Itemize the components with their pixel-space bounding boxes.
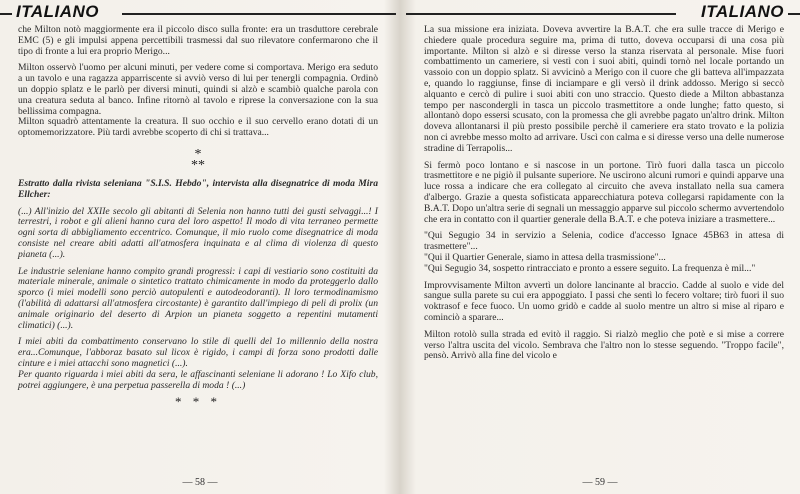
paragraph: Milton osservò l'uomo per alcuni minuti, per vedere come si comportava. Merigo era seduto a un tavolo e una ragazza apparriscente si avviò verso di lui per tenergli compagnia. Ordinò un doppio splatz e le parlò per diversi minuti, quindi si alzò e scambiò qualche parola con una creatura seduta al banco. Infine ritornò al tavolo e riprese la conversazione con la sua bellissima compagna. Milton squadrò attentamente la creatura. Il suo occhio e il suo cervello erano dotati di un optomemorizzatore. Più tardi avrebbe scoperto di chi si trattava... <box>18 62 378 139</box>
interview-quote: I miei abiti da combattimento conservano lo stile di quelli del 1o millennio della nostra era...Comunque, l'abboraz basato sul licox è rigido, i campi di forza sono prodotti dalle cinture e i miei attacchi sono magnetici (...). Per quanto riguarda i miei abiti da sera, le affascinanti seleniane li adorano ! Lo Xifo club, potrei aggiungere, è una perpetua passerella di moda ! (...) <box>18 336 378 391</box>
dialog-line: "Qui il Quartier Generale, siamo in attesa della trasmissione"... <box>424 251 666 263</box>
header-title: ITALIANO <box>16 2 100 21</box>
header-rule <box>788 13 800 15</box>
page-body-right <box>424 25 784 368</box>
paragraph: Improvvisamente Milton avvertì un dolore lancinante al braccio. Cadde al suolo e vide del sangue sulla parete su cui era appoggiato. I passi che sentì lo fecero voltare; tirò fuori il suo voktrasof e fece fuoco. Un uomo gridò e cadde al suolo mentre un altro si mise al riparo e cominciò a sparare... <box>424 279 784 323</box>
paragraph: Milton rotolò sulla strada ed evitò il raggio. Si rialzò meglio che potè e si mise a correre verso l'altra uscita del vicolo. Sembrava che l'altro non lo stesse seguendo. "Troppo facile", pensò. Arrivò alla fine del vicolo e <box>424 328 784 362</box>
dialog-block <box>424 231 784 274</box>
section-break-stars: * * * <box>175 394 221 410</box>
page-body-left <box>18 25 378 408</box>
header-rule <box>406 13 676 15</box>
paragraph: Si fermò poco lontano e si nascose in un portone. Tirò fuori dalla tasca un piccolo trasmettitore e ne pigiò il pulsante superiore. Ne uscirono alcuni rumori e quindi apparve una luce rossa a indicare che era collegato al circuito che aveva installato nella sua camera d'albergo. Grazie a questa sofisticata apparecchiatura poteva collegarsi rapidamente con la B.A.T. Dopo un'altra serie di segnali un messaggio apparve sul piccolo schermo avvertendolo che era in contatto con il quartier generale della B.A.T. e che poteva iniziare a trasmettere... <box>424 159 784 225</box>
dialog-line: "Qui Segugio 34 in servizio a Selenia, codice d'accesso Ignace 45B63 in attesa di trasmettere"... <box>424 230 784 253</box>
page-number: — 58 — <box>182 477 218 488</box>
header-title: ITALIANO <box>700 2 784 21</box>
interview-quote: (...) All'inizio del XXIIe secolo gli abitanti di Selenia non hanno tutti dei gusti selvaggi...! I terrestri, i robot e gli alieni hanno cura del loro aspetto! Il modo di vita terraneo permette ogni sorta di abbigliamento eccentrico. Comunque, il mio ruolo come disegnatrice di moda consiste nel creare abiti adatti all'atmosfera inquinata e al clima di violenza di questo pianeta (...). <box>18 205 378 260</box>
header-rule <box>122 13 396 15</box>
interview-quote: Le industrie seleniane hanno compito grandi progressi: i capi di vestiario sono costituiti da materiale minerale, animale o sintetico trattato chimicamente in modo da proteggerlo dallo sporco (i miei modelli sono perciò autopulenti e autodeodoranti). Il loro termodinamismo (l'abilità di adattarsi all'atmosfera circostante) è garantito dall'impiego di peli di prolix (un animale originario del deserto di Arpion un pianeta soggetto a repentini mutamenti climatici) (...). <box>18 265 378 331</box>
header-rule <box>0 13 12 15</box>
page-right <box>400 0 800 494</box>
dialog-line: "Qui Segugio 34, sospetto rintracciato e pronto a essere seguito. La frequenza è mil..." <box>424 262 756 274</box>
paragraph: La sua missione era iniziata. Doveva avvertire la B.A.T. che era sulle tracce di Merigo e chiedere quale procedura seguire ma, prima di tutto, doveva occuparsi di una cosa più importante. Milton si alzò e si diresse verso la stanza riservata al personale. Mise fuori combattimento un cameriere, si vestì con i suoi abiti, quindi tornò nel locale portando un vassoio con un doppio splatz. Si avvicinò a Merigo con il cuore che gli batteva all'impazzata e, quando lo raggiunse, finse di inciampare e gli versò il drink addosso. Merigo si seccò alquanto e cercò di pulire i suoi abiti con uno straccio. Questo diede a Milton abbastanza tempo per nascondergli in tasca un piccolo trasmettitore a onde lunghe; fatto questo, si allontanò dopo essersi scusato, con la promessa che gli avrebbe pagato un'altro drink. Milton doveva allontanarsi il più presto possibile perchè il cameriere era stato trovato e la polizia non ci avrebbe messo molto ad arrivare. Uscì con calma e si diresse verso una delle numerose stradine di Terrapolis... <box>424 24 784 154</box>
page-header-left <box>0 2 396 22</box>
page-header-right <box>406 2 800 22</box>
page-number: — 59 — <box>582 477 618 488</box>
extract-title: Estratto dalla rivista seleniana "S.I.S. Hebdo", intervista alla disegnatrice di moda Mira Ellcher: <box>18 177 378 200</box>
paragraph: che Milton notò maggiormente era il piccolo disco sulla fronte: era un trasduttore cerebrale EMC (5) e gli impulsi appena percettibili trasmessi dal suo rilevatore confermarono che il tipo di fronte a lui era proprio Merigo... <box>18 24 378 57</box>
section-break-stars: * ** <box>191 146 205 173</box>
